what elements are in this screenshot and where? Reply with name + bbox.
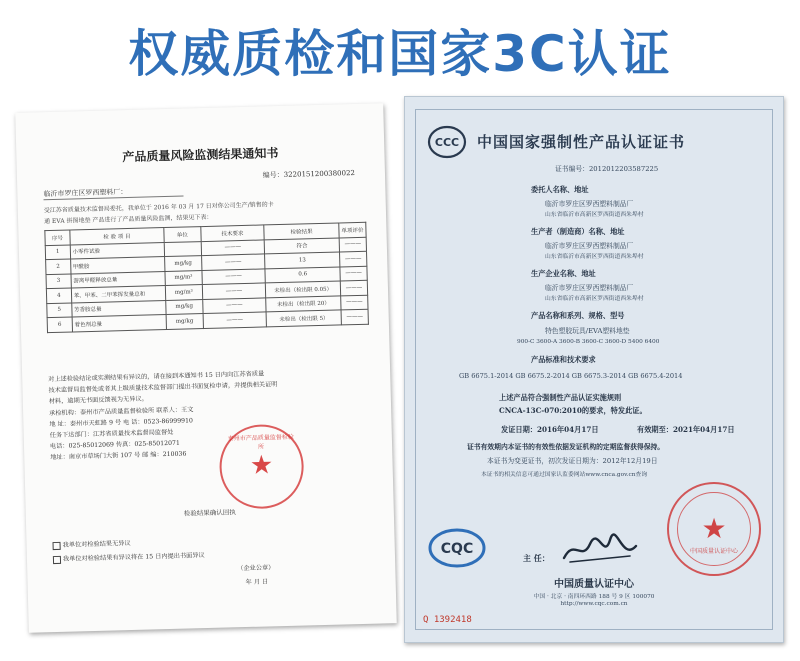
table-cell: 5 <box>47 302 72 317</box>
table-cell: mg/kg <box>165 256 202 271</box>
table-cell: mg/kg <box>166 314 203 329</box>
notice-intro-line: 受江苏省质量技术监督局委托，我单位于 2016 年 03 月 17 日对你公司生产/销售的卡 <box>43 201 274 215</box>
table-cell: ——— <box>339 237 366 252</box>
applicant-address: 山东省临沂市高新区罗西街道西朱埠村 <box>545 212 644 218</box>
table-cell: 着色剂总量 <box>72 315 167 332</box>
cert-number: 证书编号：2012012203587225 <box>555 165 659 173</box>
signature-icon <box>560 532 640 568</box>
table-cell: mg/m³ <box>165 270 202 285</box>
ccc-certificate <box>404 96 784 643</box>
change-note: 本证书为变更证书，初次发证日期为：2012年12月19日 <box>487 457 658 465</box>
validity-note: 证书有效期内本证书的有效性依据发证机构的定期监督获得保持。 <box>467 443 665 451</box>
notice-body-line: 任务下达部门：江苏省质量技术监督局监督处 <box>49 428 174 440</box>
expiry-date: 有效期至：2021年04月17日 <box>637 425 735 434</box>
confirm-option-label: 我单位对检验结果有异议将在 15 日内提出书面异议 <box>62 552 205 563</box>
notice-body-line: 承检机构：泰州市产品质量监督检验所 联系人：王文 <box>49 405 194 417</box>
table-cell: 4 <box>46 288 71 303</box>
certificate-serial: Q 1392418 <box>423 615 472 625</box>
table-header: 单项评价 <box>339 222 366 237</box>
standards: GB 6675.1-2014 GB 6675.2-2014 GB 6675.3-2014 GB 6675.4-2014 <box>459 372 683 380</box>
table-cell: 未检出（检出限 5） <box>266 310 341 326</box>
table-header: 检验结果 <box>264 223 339 239</box>
cqc-red-seal <box>667 482 761 576</box>
standard-label: 产品标准和技术要求 <box>531 355 596 364</box>
red-stamp <box>219 423 305 509</box>
certificate-title: 中国国家强制性产品认证证书 <box>477 133 686 151</box>
director-label: 主 任： <box>523 553 550 563</box>
table-cell: 未检出（检出限 0.05） <box>266 281 341 297</box>
confirm-option-label: 我单位对检验结果无异议 <box>62 540 131 549</box>
notice-body-line: 电话：025-85012069 传真：025-85012071 <box>49 439 180 451</box>
table-cell: 苯、甲苯、二甲苯挥发量总和 <box>71 286 166 303</box>
checkbox-icon <box>52 541 60 549</box>
table-header: 技术要求 <box>200 225 264 241</box>
table-cell: ——— <box>341 309 368 324</box>
notice-recipient: 临沂市罗庄区罗西塑料厂： <box>43 186 183 201</box>
applicant-name: 临沂市罗庄区罗西塑料制品厂 <box>545 200 634 208</box>
applicant-label: 委托人名称、地址 <box>531 185 589 194</box>
cqc-logo-icon <box>427 527 487 569</box>
table-cell: mg/kg <box>166 299 203 314</box>
checkbox-icon <box>53 555 61 563</box>
notice-body-line: 地 址：泰州市天虹路 9 号 电 话：0523-86999910 <box>49 417 194 428</box>
star-icon: ★ <box>701 512 727 545</box>
table-cell: ——— <box>339 251 366 266</box>
table-cell: ——— <box>340 266 367 281</box>
confirm-title: 检验结果确认回执 <box>183 508 236 518</box>
table-cell: 0.6 <box>265 266 340 282</box>
manufacturer-label: 生产者（制造商）名称、地址 <box>531 227 625 236</box>
issue-date: 发证日期：2016年04月17日 <box>501 425 599 434</box>
result-table <box>44 222 369 333</box>
manufacturer-address: 山东省临沂市高新区罗西街道西朱埠村 <box>545 254 644 260</box>
star-icon: ★ <box>249 450 274 481</box>
notice-body-line: 技术监督局监督处或者其上级质量技术监督部门提出书面复检申请，并提供相关证明 <box>48 381 278 395</box>
table-cell: 游离甲醛释放总量 <box>71 271 166 288</box>
notice-body <box>48 366 375 464</box>
notice-body-line: 地址：南京市草场门大街 107 号 邮 编：210036 <box>50 450 187 462</box>
table-cell: 2 <box>46 259 71 274</box>
manufacturer-name: 临沂市罗庄区罗西塑料制品厂 <box>545 242 634 250</box>
notice-body-line: 对上述检验结论或实测结果有异议的，请在接到本通知书 15 日内向江苏省质量 <box>48 370 265 384</box>
product-models: 900-C 3600-A 3600-B 3600-C 3600-D 5400 6400 <box>517 339 660 345</box>
table-cell: ——— <box>202 283 266 299</box>
table-cell: mg/m³ <box>165 285 202 300</box>
table-header: 单位 <box>164 227 201 242</box>
product-name: 特色塑胶玩具/EVA塑料地垫 <box>545 327 630 335</box>
table-cell: 符合 <box>264 237 339 253</box>
table-cell: 甲酰胺 <box>70 257 165 274</box>
table-cell: 小零件试验 <box>70 242 165 259</box>
table-cell: ——— <box>203 312 267 328</box>
table-cell: 芳香胺总量 <box>71 300 166 317</box>
table-cell: 3 <box>46 274 71 289</box>
product-label: 产品名称和系列、规格、型号 <box>531 311 625 320</box>
center-website: http://www.cqc.com.cn <box>560 601 628 607</box>
table-cell: ——— <box>201 254 265 270</box>
table-cell <box>164 241 201 256</box>
center-name: 中国质量认证中心 <box>554 579 634 590</box>
factory-name: 临沂市罗庄区罗西塑料制品厂 <box>545 284 634 292</box>
table-cell: ——— <box>340 280 367 295</box>
confirm-option <box>52 538 130 550</box>
query-note: 本证书的相关信息可通过国家认监委网站www.cnca.gov.cn查询 <box>481 472 648 478</box>
confirm-option <box>53 550 205 563</box>
table-cell: ——— <box>202 268 266 284</box>
notice-number: 编号：3220151200380022 <box>262 169 356 180</box>
table-cell: ——— <box>201 239 265 255</box>
notice-body-line: 材料，逾期无书面反馈视为无异议。 <box>48 395 148 406</box>
seal-text: 中国质量认证中心 <box>689 548 738 555</box>
notice-intro-line: 通 EVA 拼图地垫 产品进行了产品质量风险监测，结果见下表： <box>44 213 213 226</box>
factory-address: 山东省临沂市高新区罗西街道西朱埠村 <box>545 296 644 302</box>
confirm-sign: （企业公章） <box>237 564 275 573</box>
rule-label: 上述产品符合强制性产品认证实施规则 <box>499 393 622 402</box>
table-header: 检 验 项 目 <box>70 228 165 245</box>
ccc-logo-icon <box>427 125 467 159</box>
table-cell: 13 <box>265 252 340 268</box>
table-cell: ——— <box>202 297 266 313</box>
table-cell: ——— <box>341 295 368 310</box>
table-cell: 6 <box>47 317 72 332</box>
risk-monitoring-notice <box>15 103 396 632</box>
center-address: 中国 · 北京 · 南四环西路 188 号 9 区 100070 <box>533 594 655 600</box>
confirm-date: 年 月 日 <box>245 578 269 587</box>
table-cell: 未检出（检出限 20） <box>266 295 341 311</box>
factory-label: 生产企业名称、地址 <box>531 269 596 278</box>
stamp-text: 泰州市产品质量监督检验所 <box>227 433 294 451</box>
ccc-logo-text: CCC <box>434 136 460 149</box>
rule: CNCA-13C-070:2010的要求，特发此证。 <box>499 406 647 415</box>
cqc-logo-text: CQC <box>440 541 474 557</box>
table-cell: 1 <box>45 245 70 260</box>
table-header: 序号 <box>45 230 70 245</box>
banner-title: 权威质检和国家3C认证 <box>128 25 672 83</box>
notice-title: 产品质量风险监测结果通知书 <box>122 146 279 165</box>
